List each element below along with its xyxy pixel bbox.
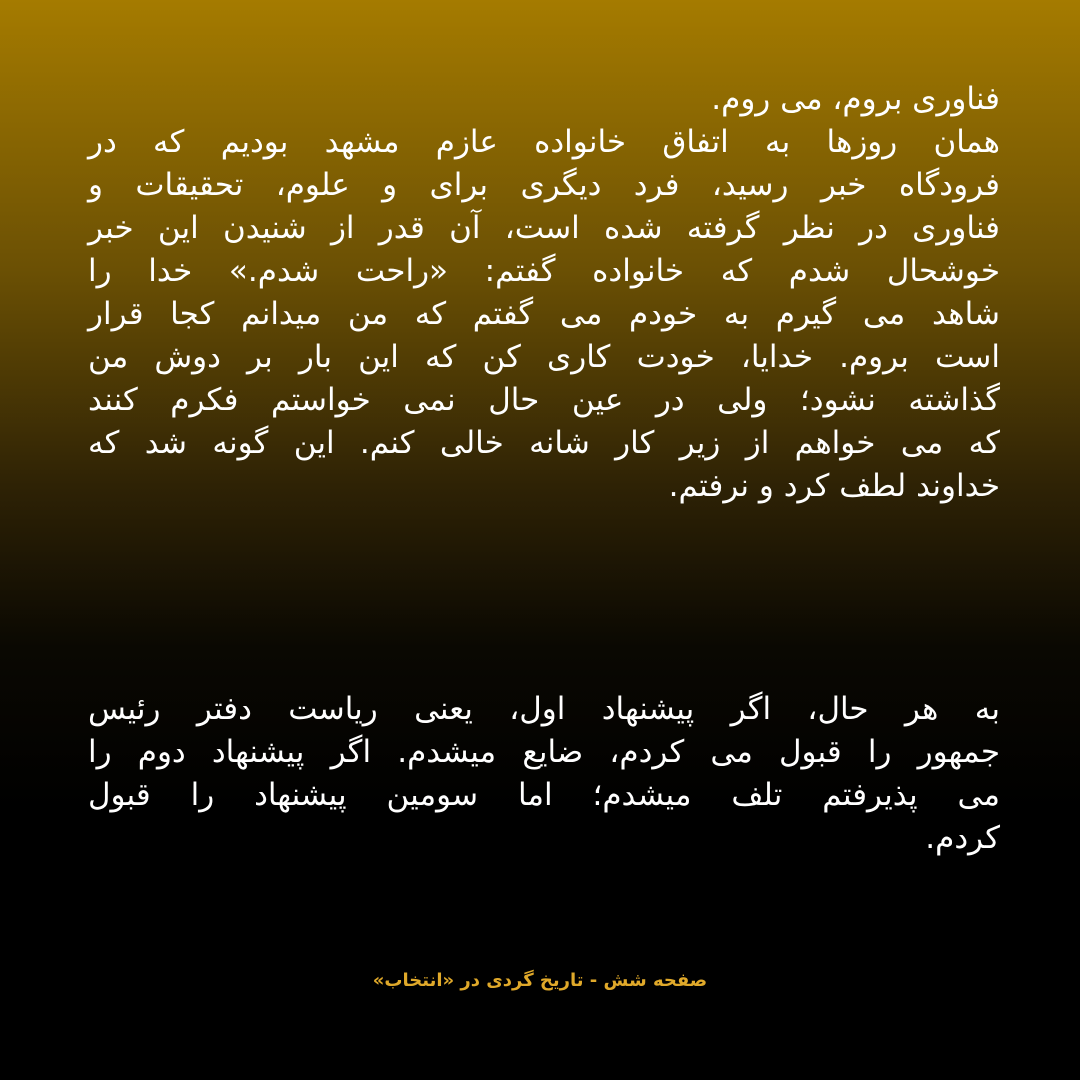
text-line: جمهور را قبول می کردم، ضایع میشدم. اگر پیشنهاد دوم را	[88, 734, 1000, 770]
text-line: فناوری در نظر گرفته شده است، آن قدر از شنیدن این خبر	[88, 210, 1000, 246]
text-line: همان روزها به اتفاق خانواده عازم مشهد بودیم که در	[88, 124, 1000, 160]
page-footer-caption: صفحه شش - تاریخ گردی در «انتخاب»	[372, 970, 708, 991]
paragraph-2	[88, 688, 1000, 860]
text-line: خوشحال شدم که خانواده گفتم: «راحت شدم.» خدا را	[88, 253, 1000, 289]
text-line: فرودگاه خبر رسید، فرد دیگری برای و علوم، تحقیقات و	[88, 167, 1000, 203]
text-line: به هر حال، اگر پیشنهاد اول، یعنی ریاست دفتر رئیس	[88, 691, 1000, 727]
text-line: شاهد می گیرم به خودم می گفتم که من میدانم کجا قرار	[88, 296, 1000, 332]
text-line: می پذیرفتم تلف میشدم؛ اما سومین پیشنهاد را قبول	[88, 777, 1000, 813]
text-line: که می خواهم از زیر کار شانه خالی کنم. این گونه شد که	[88, 425, 1000, 461]
text-line: خداوند لطف کرد و نرفتم.	[668, 468, 1000, 504]
text-line: فناوری بروم، می روم.	[711, 81, 1000, 117]
text-line: است بروم. خدایا، خودت کاری کن که این بار بر دوش من	[88, 339, 1000, 375]
paragraph-1	[88, 78, 1000, 508]
text-line: کردم.	[925, 820, 1000, 856]
text-line: گذاشته نشود؛ ولی در عین حال نمی خواستم فکرم کنند	[88, 382, 1000, 418]
